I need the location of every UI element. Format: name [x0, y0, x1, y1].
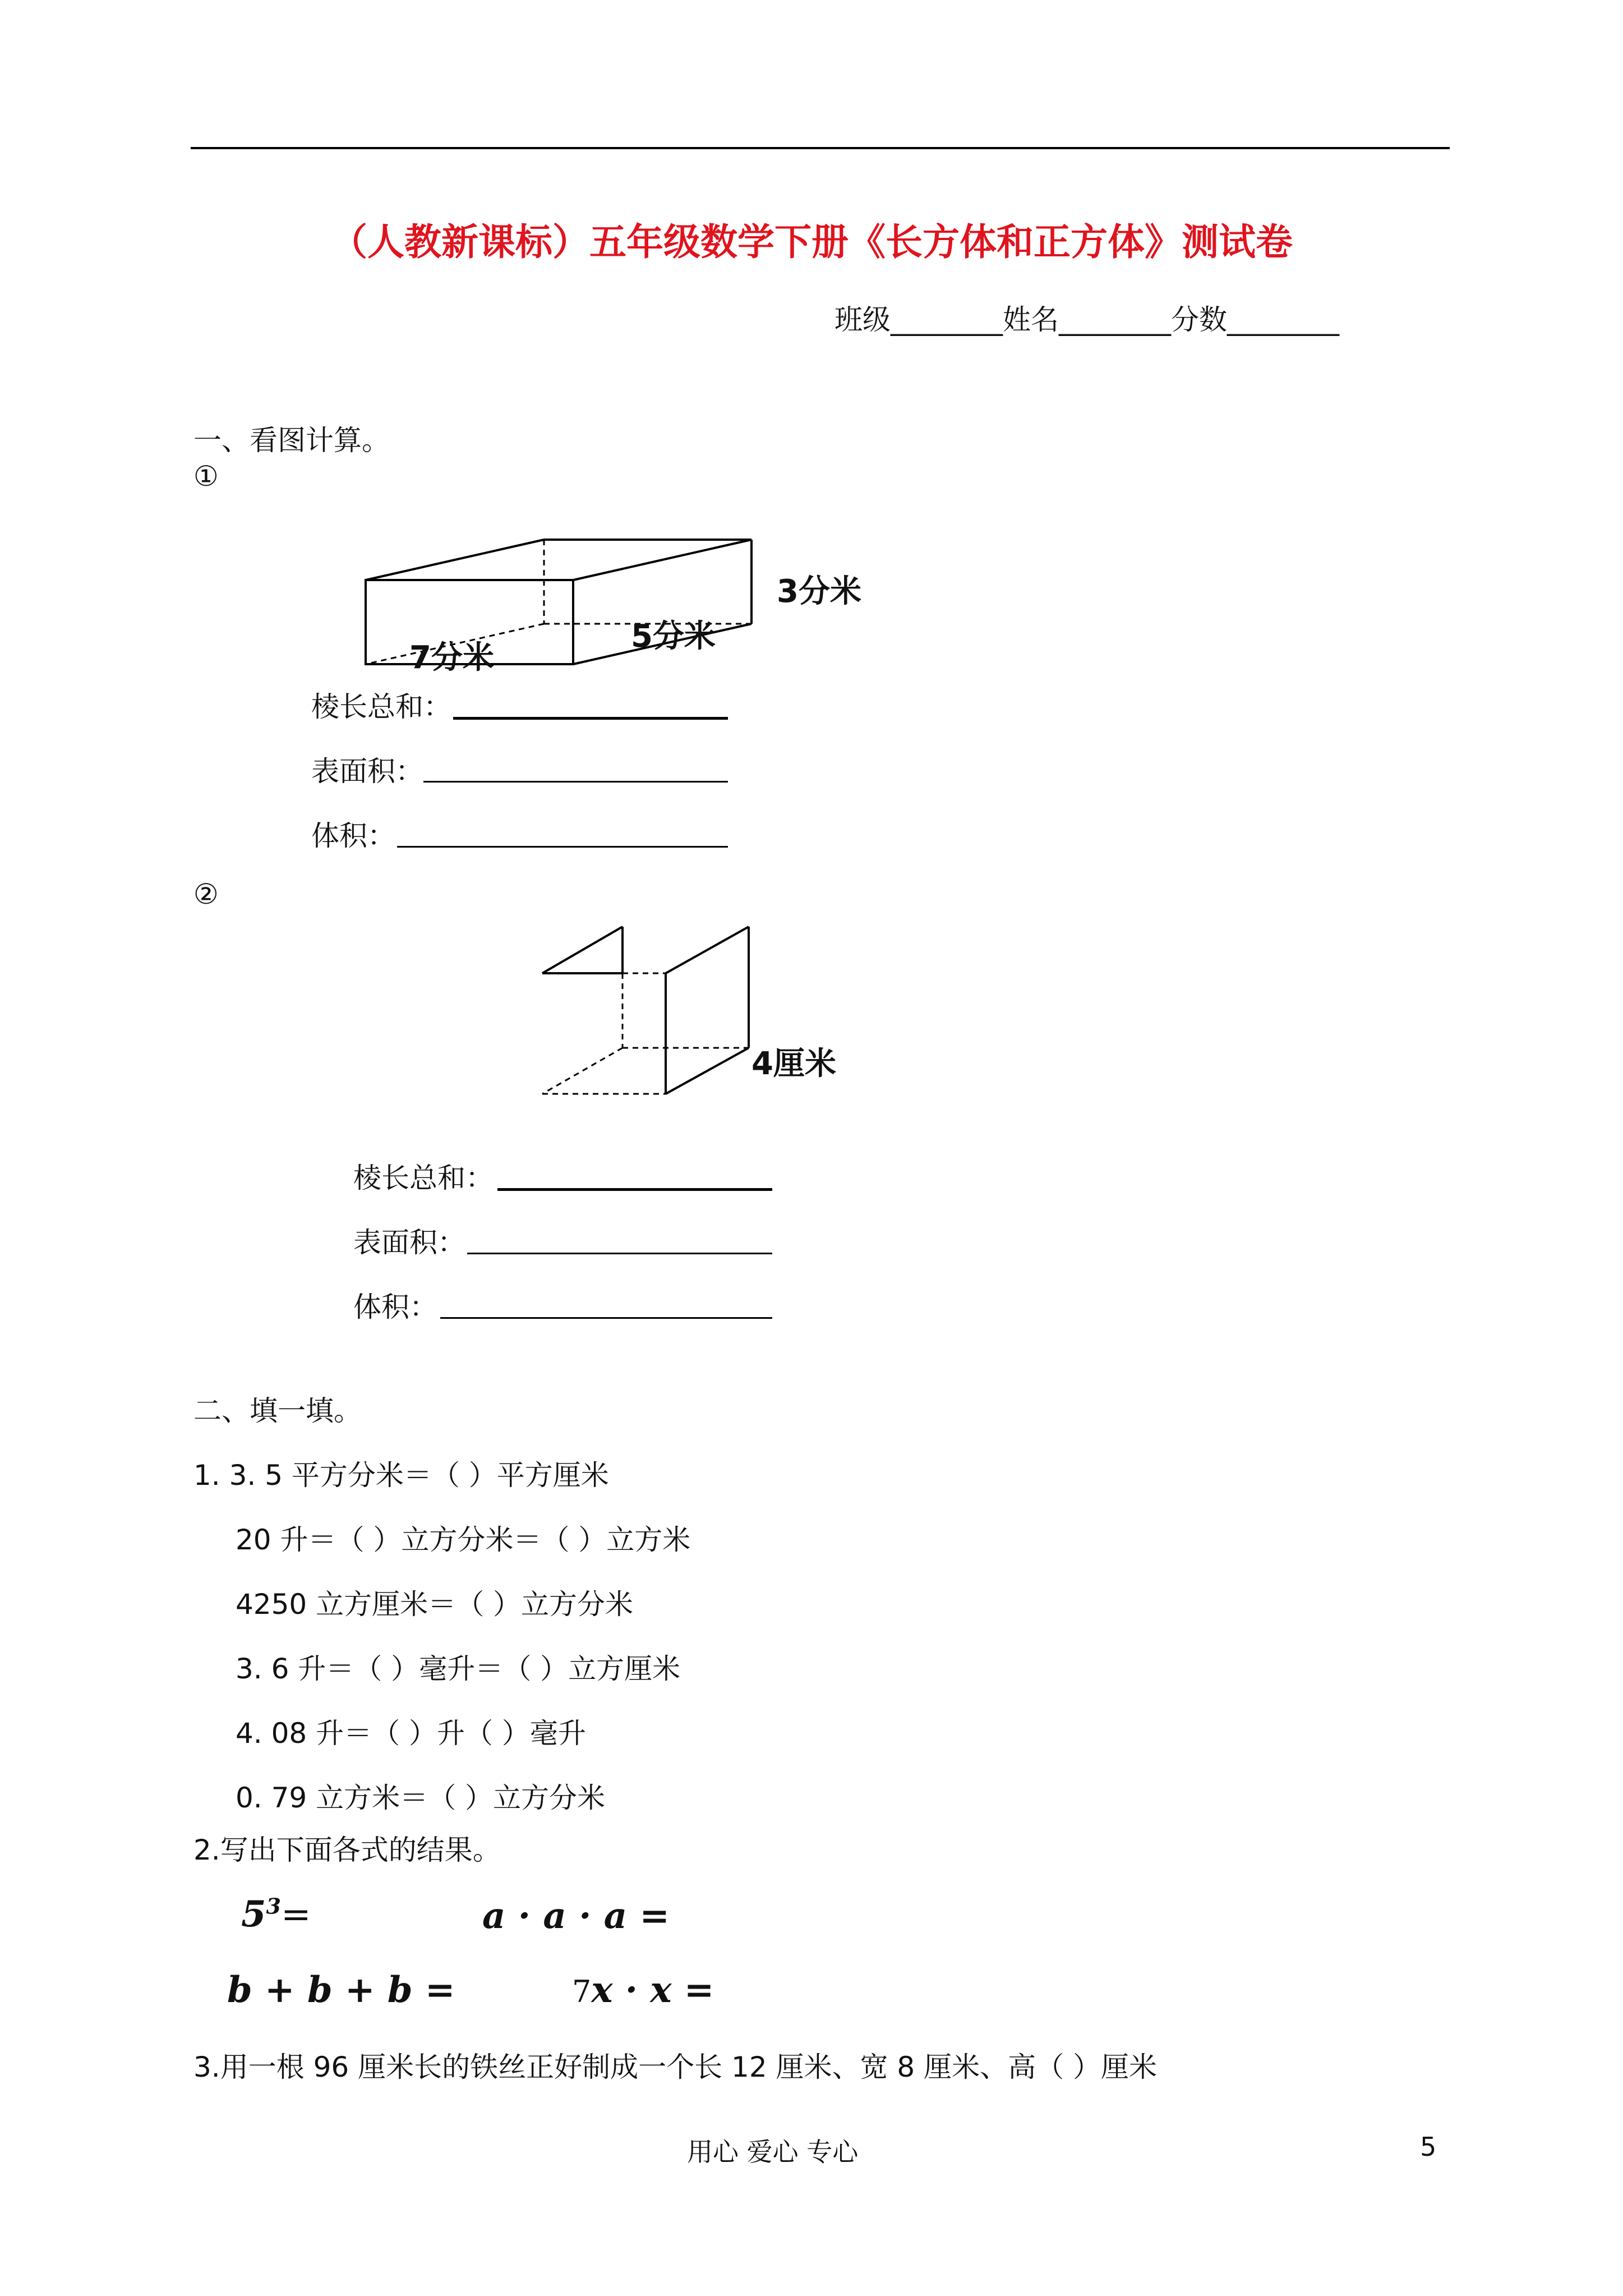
problem1-marker: ①	[193, 460, 219, 493]
class-label: 班级	[834, 303, 891, 336]
page-number: 5	[1420, 2132, 1437, 2162]
class-blank[interactable]: ________	[891, 303, 1003, 336]
expr-power-exponent: 3	[266, 1893, 281, 1919]
p1-surface-area-blank[interactable]	[423, 781, 728, 783]
q1-line-3: 4250 立方厘米＝（ ）立方分米	[236, 1588, 634, 1621]
expr-power-equals: =	[280, 1894, 311, 1935]
expr-power-base: 5	[241, 1893, 266, 1935]
height-label: 3分米	[777, 573, 861, 610]
score-label: 分数	[1171, 303, 1227, 336]
expr-7x	[572, 1969, 714, 2011]
p1-edge-sum-blank[interactable]	[453, 717, 728, 720]
expr-a-product: a · a · a =	[482, 1895, 670, 1937]
p2-surface-area-blank[interactable]	[467, 1253, 772, 1254]
p2-edge-sum-blank[interactable]	[497, 1188, 772, 1191]
section1-heading: 一、看图计算。	[193, 424, 390, 457]
p2-edge-sum-label: 棱长总和：	[353, 1162, 494, 1194]
p1-edge-sum-label: 棱长总和：	[311, 691, 451, 723]
p2-volume-label: 体积：	[353, 1291, 437, 1323]
info-line	[834, 297, 1339, 338]
p1-volume-label: 体积：	[311, 820, 395, 852]
p2-surface-area-label: 表面积：	[353, 1226, 465, 1259]
problem2-marker: ②	[193, 878, 219, 910]
expr-7x-coefficient: 7	[572, 1974, 592, 2009]
expr-b-sum: b + b + b =	[227, 1969, 455, 2011]
expr-7x-rest: x · x =	[591, 1969, 714, 2011]
p1-surface-area-label: 表面积：	[311, 755, 423, 788]
length-label: 7分米	[409, 639, 494, 676]
expr-power	[241, 1893, 311, 1935]
q1-line-4: 3. 6 升＝（ ）毫升＝（ ）立方厘米	[236, 1653, 681, 1685]
name-blank[interactable]: ________	[1059, 303, 1171, 336]
header-rule	[191, 147, 1450, 149]
q2-heading: 2.写出下面各式的结果。	[193, 1834, 501, 1866]
cube-figure	[536, 920, 771, 1105]
p1-volume-blank[interactable]	[397, 846, 728, 848]
q1-line-1: 1. 3. 5 平方分米＝（ ）平方厘米	[193, 1459, 609, 1492]
section2-heading: 二、填一填。	[193, 1395, 362, 1427]
q1-line-6: 0. 79 立方米＝（ ）立方分米	[236, 1782, 606, 1814]
p2-volume-blank[interactable]	[440, 1317, 772, 1319]
name-label: 姓名	[1003, 303, 1059, 336]
edge-label: 4厘米	[751, 1046, 836, 1082]
footer-slogan: 用心 爱心 专心	[687, 2137, 859, 2167]
q1-line-2: 20 升＝（ ）立方分米＝（ ）立方米	[236, 1524, 691, 1556]
score-blank[interactable]: ________	[1227, 303, 1339, 336]
page-title: （人教新课标）五年级数学下册《长方体和正方体》测试卷	[330, 220, 1293, 264]
width-label: 5分米	[631, 618, 716, 655]
q3-text: 3.用一根 96 厘米长的铁丝正好制成一个长 12 厘米、宽 8 厘米、高（ ）厘米	[193, 2051, 1158, 2083]
q1-line-5: 4. 08 升＝（ ）升（ ）毫升	[236, 1717, 586, 1750]
